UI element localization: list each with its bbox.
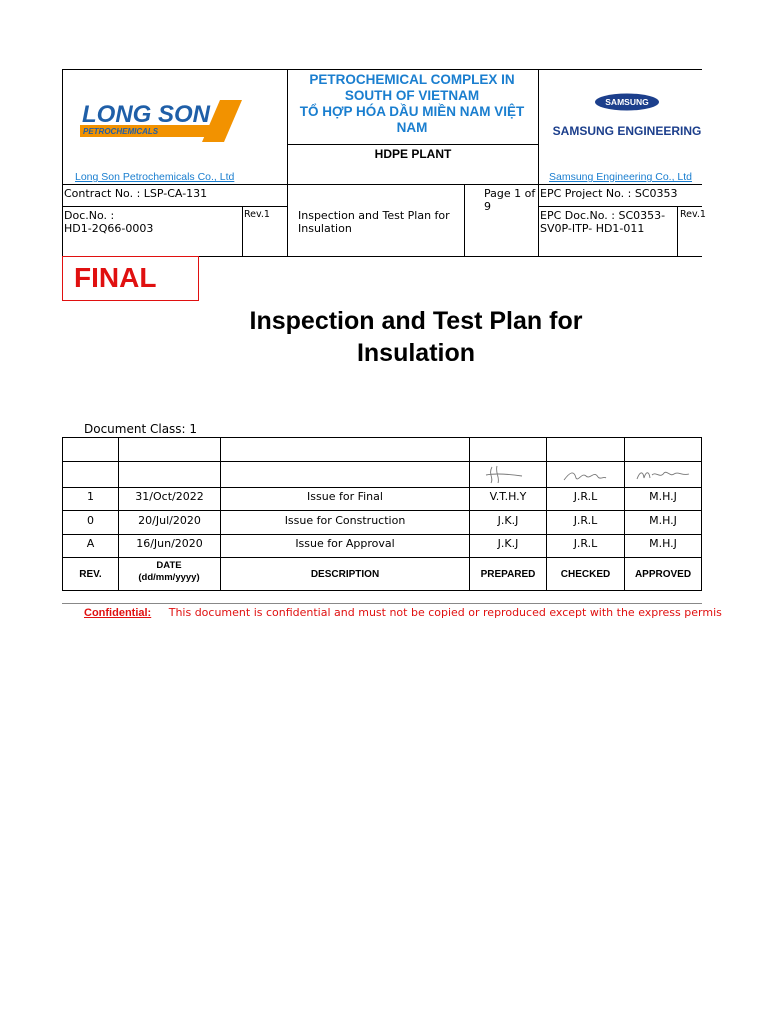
rev-row-3-approved: M.H.J: [649, 537, 677, 550]
owner-company-link[interactable]: Long Son Petrochemicals Co., Ltd: [75, 171, 235, 183]
col-header-date: DATE (dd/mm/yyyy): [138, 560, 200, 583]
rev-row-2-date: 20/Jul/2020: [138, 514, 201, 527]
col-header-prepared: PREPARED: [480, 569, 536, 580]
prepared-signature: [482, 464, 532, 486]
rev-row-2-approved: M.H.J: [649, 514, 677, 527]
contractor-company-link[interactable]: Samsung Engineering Co., Ltd: [549, 171, 693, 183]
col-header-description: DESCRIPTION: [310, 569, 380, 580]
main-title: Inspection and Test Plan for Insulation: [249, 307, 583, 367]
rev-row-2-prepared: J.K.J: [497, 514, 519, 527]
approved-signature: [634, 465, 692, 485]
final-status-text: FINAL: [74, 262, 157, 293]
col-header-checked: CHECKED: [560, 569, 611, 580]
confidential-text: This document is confidential and must not be copied or reproduced except with the express permis: [168, 606, 722, 619]
epc-doc-revision: Rev.1: [680, 209, 706, 220]
epc-project-number: EPC Project No. : SC0353: [540, 187, 678, 200]
footer-divider: [62, 603, 702, 604]
doc-revision: Rev.1: [244, 209, 270, 220]
epc-doc-number: EPC Doc.No. : SC0353-SV0P-ITP- HD1-011: [540, 209, 666, 235]
samsung-badge-text: SAMSUNG: [605, 97, 649, 107]
page-info: Page 1 of 9: [484, 187, 536, 213]
rev-row-2-checked: J.R.L: [573, 514, 598, 527]
document-class: Document Class: 1: [84, 422, 198, 436]
doc-title: Inspection and Test Plan for Insulation: [298, 209, 450, 235]
rev-row-3-rev: A: [86, 537, 95, 550]
long-son-logo: [80, 98, 245, 144]
project-title-en: PETROCHEMICAL COMPLEX IN SOUTH OF VIETNAM: [309, 72, 515, 103]
rev-row-1-approved: M.H.J: [649, 490, 677, 503]
rev-row-2-description: Issue for Construction: [284, 514, 406, 527]
rev-row-1-checked: J.R.L: [573, 490, 598, 503]
long-son-logo-text: LONG SON: [82, 101, 211, 128]
col-header-rev: REV.: [79, 569, 102, 580]
checked-signature: [560, 466, 608, 486]
rev-row-1-rev: 1: [87, 490, 94, 503]
contract-number: Contract No. : LSP-CA-131: [64, 187, 208, 200]
rev-row-3-prepared: J.K.J: [497, 537, 519, 550]
doc-number-label: Doc.No. :: [64, 209, 115, 222]
long-son-logo-subtext: PETROCHEMICALS: [83, 127, 159, 136]
doc-number: HD1-2Q66-0003: [64, 222, 154, 235]
project-title: [292, 72, 532, 136]
plant-name: HDPE PLANT: [374, 147, 452, 161]
confidential-notice: [84, 606, 722, 619]
rev-row-3-checked: J.R.L: [573, 537, 598, 550]
rev-row-3-date: 16/Jun/2020: [136, 537, 203, 550]
rev-row-1-prepared: V.T.H.Y: [489, 490, 527, 503]
final-status-stamp: [62, 256, 199, 301]
project-title-vn: TỔ HỢP HÓA DẦU MIỀN NAM VIỆT NAM: [299, 104, 525, 135]
rev-row-1-description: Issue for Final: [307, 490, 383, 503]
samsung-logo: [552, 92, 705, 140]
samsung-logo-text: SAMSUNG ENGINEERING: [552, 124, 702, 138]
confidential-label: Confidential:: [84, 607, 152, 619]
rev-row-2-rev: 0: [87, 514, 94, 527]
rev-row-1-date: 31/Oct/2022: [135, 490, 204, 503]
col-header-approved: APPROVED: [634, 569, 692, 580]
rev-row-3-description: Issue for Approval: [295, 537, 395, 550]
